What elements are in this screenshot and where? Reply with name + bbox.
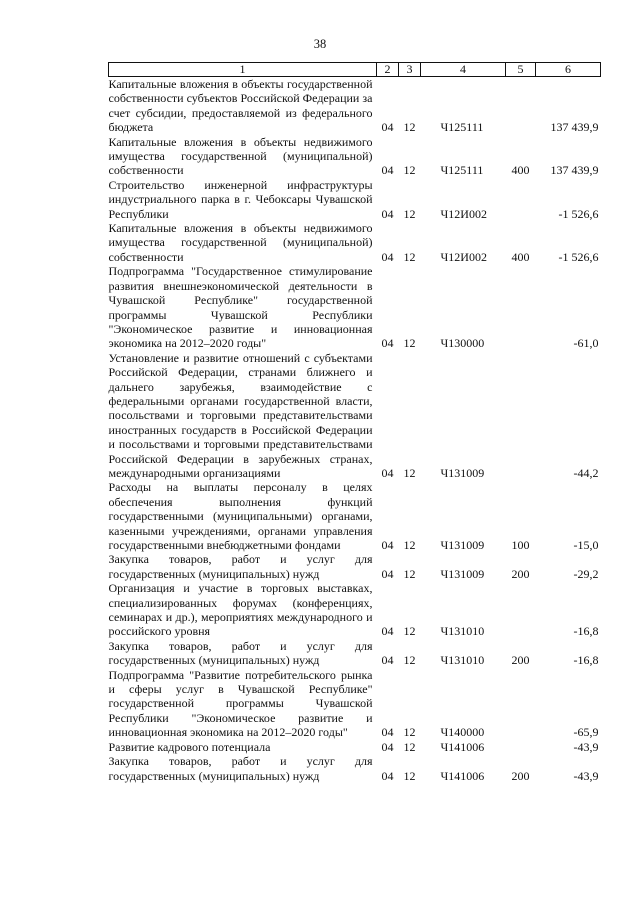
row-section: 04	[381, 653, 394, 668]
row-name: Капитальные вложения в объекты государственной собственности субъектов Российской Федерации за счет субсидии, предоставляемой из федерального бюджета	[108, 77, 373, 135]
row-amount: -15,0	[573, 538, 599, 552]
row-target-article: Ч12И002	[440, 249, 487, 264]
row-target-article: Ч12И002	[440, 206, 487, 221]
row-amount: -1 526,6	[558, 249, 599, 264]
row-subsection: 12	[403, 725, 416, 740]
table-body	[109, 77, 601, 783]
row-target-article: Ч131009	[440, 566, 485, 581]
row-name: Расходы на выплаты персоналу в целях обеспечения выполнения функций государственными (муниципальными) органами, казенными учреждениями, органами управления государственными внебюджетными фондами	[108, 480, 373, 552]
row-expense-type: 200	[511, 566, 530, 581]
row-name: Организация и участие в торговых выставках, специализированных форумах (конференциях, семинарах и др.), мероприятиях международного и российского уровня	[108, 581, 373, 639]
row-name: Закупка товаров, работ и услуг для государственных (муниципальных) нужд	[108, 638, 373, 668]
row-expense-type	[506, 668, 536, 740]
row-name: Подпрограмма "Государственное стимулирование развития внешнеэкономической деятельности в Чувашской Республике" государственной программы Чувашской Республики "Экономическое развитие и инновационная экономика на 2012–2020 годы"	[108, 264, 373, 351]
row-name: Установление и развитие отношений с субъектами Российской Федерации, странами ближнего и дальнего зарубежья, взаимодействие с федеральными органами государственной власти, посольствами и торговыми представительствами иностранных государств в Российской Федерации и посольствами и торговыми представительствами Российской Федерации в зарубежных странах, международными организациями	[108, 350, 373, 480]
row-subsection: 12	[403, 120, 416, 135]
row-expense-type	[506, 351, 536, 481]
row-target-article: Ч131010	[440, 624, 485, 639]
row-section: 04	[381, 120, 394, 135]
row-subsection: 12	[403, 163, 416, 178]
row-section: 04	[381, 739, 394, 754]
row-expense-type: 200	[511, 768, 530, 783]
row-name: Закупка товаров, работ и услуг для государственных (муниципальных) нужд	[108, 754, 373, 783]
row-amount: -43,9	[573, 768, 599, 783]
row-target-article: Ч131009	[440, 465, 485, 480]
row-target-article: Ч131009	[440, 538, 485, 552]
row-section: 04	[381, 725, 394, 740]
row-section: 04	[381, 465, 394, 480]
row-subsection: 12	[403, 739, 416, 754]
row-section: 04	[381, 538, 394, 552]
page-number: 38	[313, 37, 327, 51]
row-name: Подпрограмма "Развитие потребительского рынка и сферы услуг в Чувашской Республике" государственной программы Чувашской Республики "Экономическое развитие и инновационная экономика на 2012–2020 годы"	[108, 667, 373, 740]
row-name: Капитальные вложения в объекты недвижимого имущества государственной (муниципальной) собственности	[108, 221, 373, 264]
row-target-article: Ч141006	[440, 768, 485, 783]
table-row	[109, 178, 601, 221]
column-header-6: 6	[536, 63, 601, 77]
row-section: 04	[381, 206, 394, 221]
table-row	[109, 740, 601, 754]
row-expense-type: 100	[511, 538, 530, 552]
row-subsection: 12	[403, 206, 416, 221]
table-row	[109, 754, 601, 783]
row-section: 04	[381, 768, 394, 783]
column-header-1: 1	[109, 63, 377, 77]
row-subsection: 12	[403, 336, 416, 351]
table-row	[109, 581, 601, 639]
row-target-article: Ч131010	[440, 653, 485, 668]
budget-table	[108, 62, 601, 783]
table-row	[109, 639, 601, 668]
row-amount: 137 439,9	[550, 163, 599, 178]
row-amount: -16,8	[573, 624, 599, 639]
row-expense-type	[506, 581, 536, 639]
table-row	[109, 480, 601, 552]
row-target-article: Ч140000	[440, 725, 485, 740]
row-amount: -43,9	[573, 739, 599, 754]
table-row	[109, 668, 601, 740]
row-section: 04	[381, 566, 394, 581]
row-subsection: 12	[403, 624, 416, 639]
table-row	[109, 264, 601, 350]
row-section: 04	[381, 624, 394, 639]
table-row	[109, 552, 601, 581]
column-header-5: 5	[506, 63, 536, 77]
column-number-row	[109, 63, 601, 77]
column-header-3: 3	[399, 63, 421, 77]
table-row	[109, 351, 601, 481]
row-amount: -16,8	[573, 653, 599, 668]
row-amount: -1 526,6	[558, 206, 599, 221]
column-header-2: 2	[377, 63, 399, 77]
row-expense-type: 400	[511, 163, 530, 178]
table-row	[109, 221, 601, 264]
table-row	[109, 77, 601, 135]
row-expense-type: 400	[511, 249, 530, 264]
row-subsection: 12	[403, 249, 416, 264]
row-name: Строительство инженерной инфраструктуры индустриального парка в г. Чебоксары Чувашской Республики	[108, 177, 373, 221]
row-subsection: 12	[403, 465, 416, 480]
row-subsection: 12	[403, 768, 416, 783]
column-header-4: 4	[421, 63, 506, 77]
row-section: 04	[381, 163, 394, 178]
table-row	[109, 135, 601, 178]
row-subsection: 12	[403, 653, 416, 668]
row-expense-type: 200	[511, 653, 530, 668]
row-section: 04	[381, 249, 394, 264]
row-target-article: Ч125111	[440, 120, 484, 135]
row-target-article: Ч125111	[440, 163, 484, 178]
row-amount: -29,2	[573, 566, 599, 581]
row-amount: -44,2	[573, 465, 599, 480]
row-expense-type	[506, 740, 536, 754]
row-name: Закупка товаров, работ и услуг для государственных (муниципальных) нужд	[108, 552, 373, 581]
row-expense-type	[506, 178, 536, 221]
row-expense-type	[506, 77, 536, 135]
row-section: 04	[381, 336, 394, 351]
row-amount: 137 439,9	[550, 120, 599, 135]
row-name: Развитие кадрового потенциала	[108, 739, 271, 754]
row-subsection: 12	[403, 538, 416, 552]
row-target-article: Ч130000	[440, 336, 485, 351]
row-subsection: 12	[403, 566, 416, 581]
row-amount: -61,0	[573, 336, 599, 351]
row-target-article: Ч141006	[440, 739, 485, 754]
row-expense-type	[506, 264, 536, 350]
row-amount: -65,9	[573, 725, 599, 740]
row-name: Капитальные вложения в объекты недвижимого имущества государственной (муниципальной) собственности	[108, 134, 373, 178]
